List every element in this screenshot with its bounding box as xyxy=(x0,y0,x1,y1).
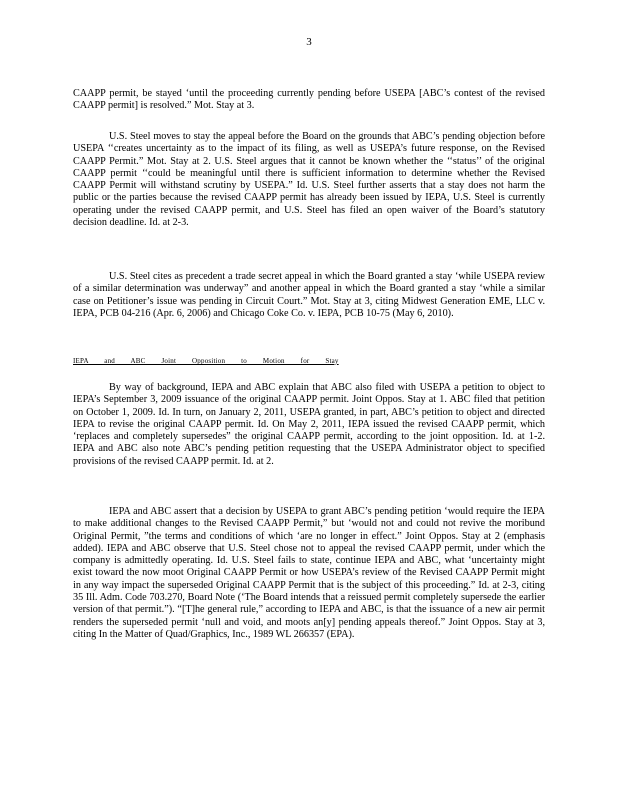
paragraph-text: U.S. Steel moves to stay the appeal before the Board on the grounds that ABC’s pending objection before USEPA ‘‘creates uncertainty as to the impact of its filing, as well as USEPA’s future response, on the Revised CAAPP Permit.” Mot. Stay at 2. U.S. Steel argues that it cannot be known whether the ‘‘status’’ of the original CAAPP permit ‘‘could be meaningful until there is sufficient information to determine whether the Revised CAAPP Permit will withstand scrutiny by USEPA.” Id. U.S. Steel further asserts that a stay does not harm the public or the parties because the revised CAAPP permit has already been issued by IEPA, U.S. Steel is currently operating under the revised CAAPP permit, and U.S. Steel has filed an open waiver of the Board’s statutory decision deadline. Id. at 2-3. xyxy=(73,131,545,229)
section-heading: IEPA and ABC Joint Opposition to Motion for Stay xyxy=(73,357,339,365)
paragraph-2 xyxy=(73,131,545,229)
paragraph-4 xyxy=(73,382,545,468)
paragraph-text: U.S. Steel cites as precedent a trade secret appeal in which the Board granted a stay ‘while USEPA review of a similar determination was underway” and another appeal in which the Board granted a stay ‘while a similar case on Petitioner’s issue was pending in Circuit Court.” Mot. Stay at 3, citing Midwest Generation EME, LLC v. IEPA, PCB 04-216 (Apr. 6, 2006) and Chicago Coke Co. v. IEPA, PCB 10-75 (May 6, 2010). xyxy=(73,271,545,319)
paragraph-1 xyxy=(73,88,545,113)
paragraph-text: IEPA and ABC assert that a decision by USEPA to grant ABC’s pending petition ‘would require the IEPA to make additional changes to the Revised CAAPP Permit,” but ‘would not and could not revive the moribund Original Permit, ”the terms and conditions of which ‘are no longer in effect.” Joint Oppos. Stay at 2 (emphasis added). IEPA and ABC observe that U.S. Steel chose not to appeal the revised CAAPP permit, under which the company is admittedly operating. Id. U.S. Steel fails to state, continue IEPA and ABC, what ‘uncertainty might exist toward the now moot Original CAAPP Permit or how USEPA’s review of the Revised CAAPP Permit might in any way impact the superseded Original CAAPP Permit that is the subject of this proceeding.” Id. at 2-3, citing 35 Ill. Adm. Code 703.270, Board Note (‘The Board intends that a reissued permit completely supersede the earlier version of that permit.”). “[T]he general rule,” according to IEPA and ABC, is that the issuance of a new air permit renders the superseded permit ‘null and void, and moots an[y] pending appeals thereof.” Joint Oppos. Stay at 3, citing In the Matter of Quad/Graphics, Inc., 1989 WL 266357 (EPA). xyxy=(73,506,545,640)
page-number: 3 xyxy=(306,36,312,48)
paragraph-text: CAAPP permit, be stayed ‘until the proceeding currently pending before USEPA [ABC’s contest of the revised CAAPP permit] is resolved.” Mot. Stay at 3. xyxy=(73,88,545,112)
paragraph-3 xyxy=(73,271,545,320)
paragraph-5 xyxy=(73,506,545,641)
paragraph-text: By way of background, IEPA and ABC explain that ABC also filed with USEPA a petition to object to IEPA’s September 3, 2009 issuance of the original CAAPP permit. Joint Oppos. Stay at 1. ABC filed that petition on October 1, 2009. Id. In turn, on January 2, 2011, USEPA granted, in part, ABC’s petition to object and directed IEPA to revise the original CAAPP permit. Id. On May 2, 2011, IEPA issued the revised CAAPP permit, which ‘replaces and completely supersedes” the original CAAPP permit, according to the joint opposition. Id. at 1-2. IEPA and ABC also note ABC’s pending petition requesting that the USEPA Administrator object to specified provisions of the revised CAAPP permit. Id. at 2. xyxy=(73,382,545,467)
